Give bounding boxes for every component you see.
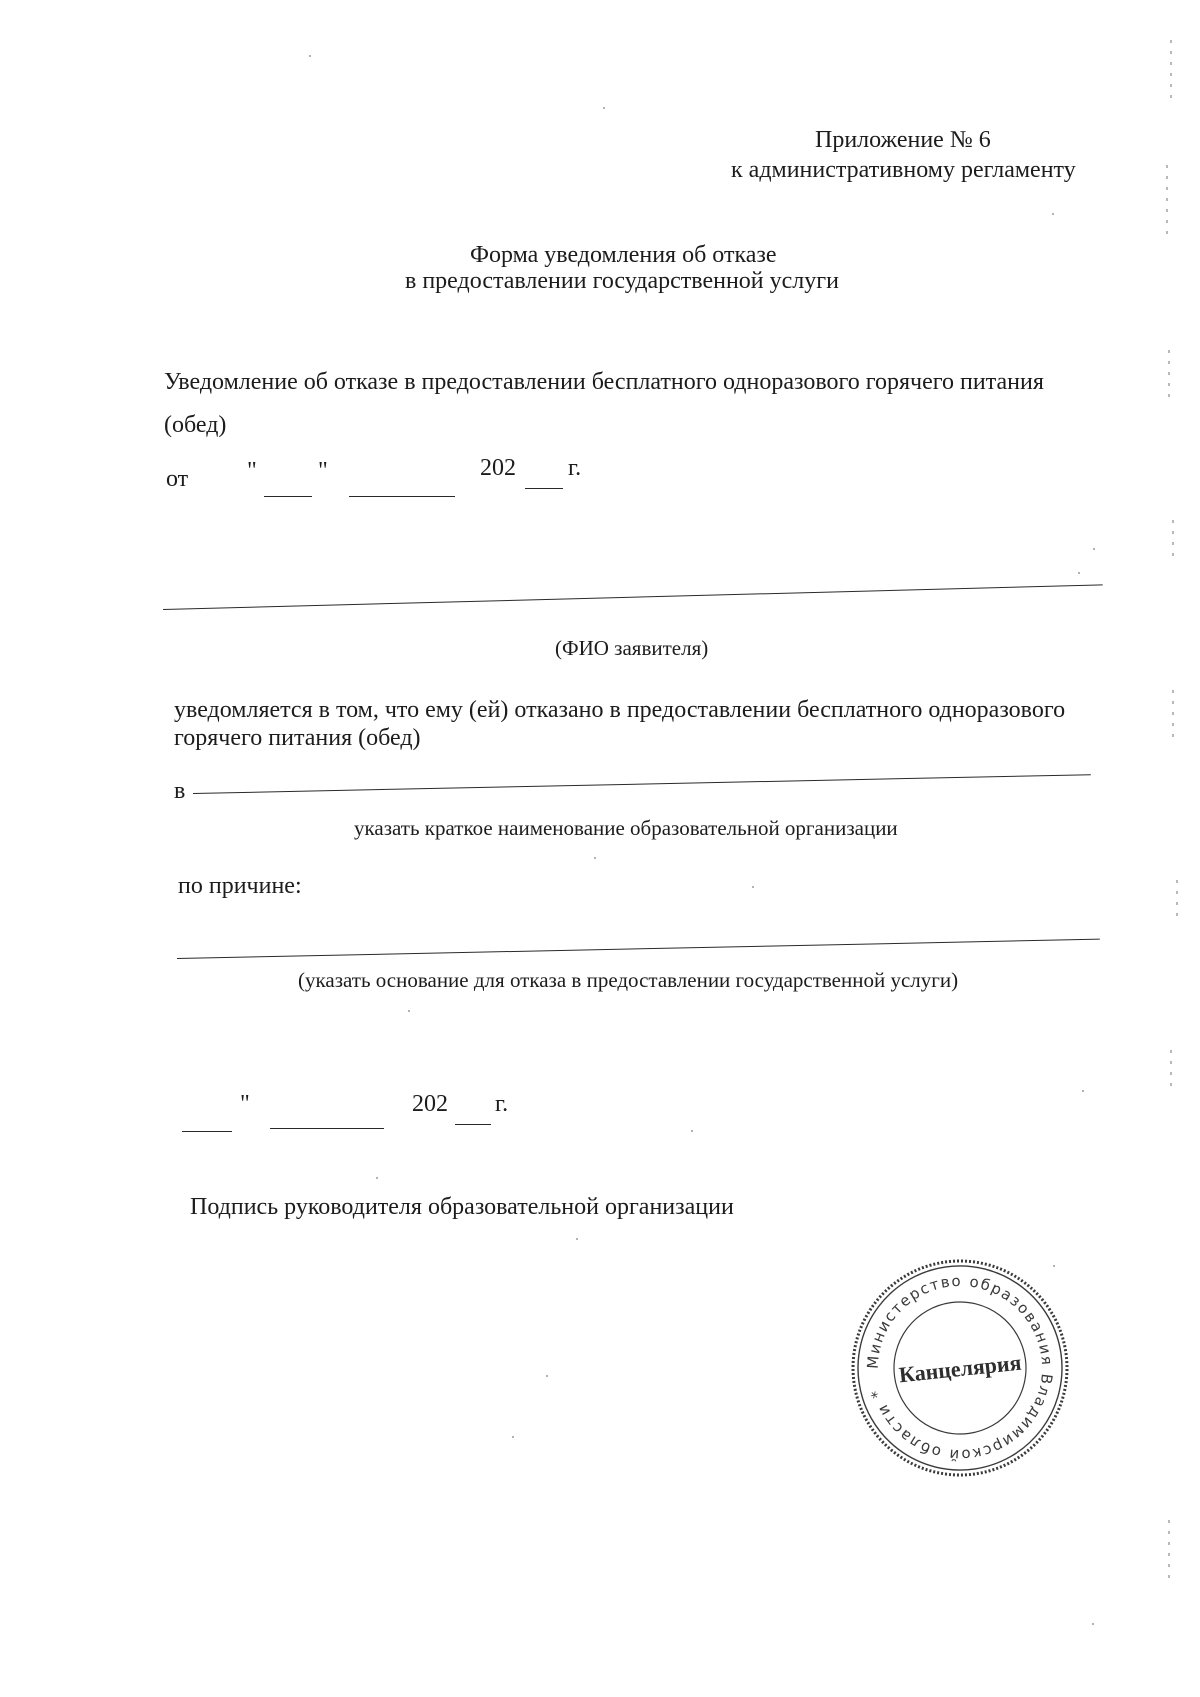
scan-speck (752, 886, 754, 888)
date-month-blank (349, 496, 455, 497)
scan-edge-mark (1176, 880, 1178, 920)
scan-edge-mark (1172, 520, 1174, 560)
org-prefix: в (174, 778, 186, 804)
scan-edge-mark (1170, 40, 1172, 100)
reason-label: по причине: (178, 873, 302, 899)
org-name-line (193, 774, 1091, 794)
applicant-caption: (ФИО заявителя) (555, 636, 709, 660)
scan-speck (408, 1010, 410, 1012)
regulation-reference: к административному регламенту (731, 157, 1076, 183)
form-title-line1: Форма уведомления об отказе (470, 242, 777, 268)
date2-quote: " (240, 1091, 250, 1117)
scan-speck (1093, 548, 1095, 550)
scan-speck (1052, 213, 1054, 215)
org-caption: указать краткое наименование образовательной организации (354, 816, 898, 840)
date-quote-open: " (247, 458, 257, 484)
scan-speck (309, 55, 311, 57)
appendix-number: Приложение № 6 (815, 127, 991, 153)
date-suffix: г. (568, 455, 582, 481)
date-quote-close: " (318, 458, 328, 484)
stamp-ring-text: Министерство образования Владимирской области * (863, 1271, 1057, 1465)
date2-year-blank (455, 1124, 491, 1125)
scan-speck (546, 1375, 548, 1377)
scan-speck (376, 1177, 378, 1179)
stamp-seal (848, 1256, 1072, 1480)
notice-line1: Уведомление об отказе в предоставлении бесплатного одноразового горячего питания (164, 369, 1044, 395)
reason-line (177, 939, 1100, 959)
date2-month-blank (270, 1128, 384, 1129)
scan-edge-mark (1166, 165, 1168, 235)
date2-day-blank (182, 1131, 232, 1132)
scan-speck (603, 107, 605, 109)
notified-line1: уведомляется в том, что ему (ей) отказано в предоставлении бесплатного одноразового (174, 697, 1066, 723)
scan-speck (1082, 1090, 1084, 1092)
office-stamp (848, 1256, 1072, 1480)
form-title-line2: в предоставлении государственной услуги (405, 268, 839, 294)
applicant-name-line (163, 584, 1103, 610)
scan-edge-mark (1170, 1050, 1172, 1090)
date2-year: 202 (412, 1091, 448, 1117)
scan-speck (594, 857, 596, 859)
date-year: 202 (480, 455, 516, 481)
scan-speck (691, 1130, 693, 1132)
notified-line2: горячего питания (обед) (174, 725, 421, 751)
scan-edge-mark (1172, 690, 1174, 740)
scan-speck (512, 1436, 514, 1438)
scan-edge-mark (1168, 350, 1170, 400)
date-day-blank (264, 496, 312, 497)
notice-line2: (обед) (164, 412, 227, 438)
scan-speck (1078, 572, 1080, 574)
scan-edge-mark (1168, 1520, 1170, 1580)
date-prefix: от (166, 466, 189, 492)
signature-label: Подпись руководителя образовательной организации (190, 1194, 734, 1220)
date2-suffix: г. (495, 1091, 509, 1117)
stamp-center-text: Канцелярия (897, 1349, 1023, 1388)
scan-speck (576, 1238, 578, 1240)
date-year-blank (525, 488, 563, 489)
scan-speck (1053, 1265, 1055, 1267)
reason-caption: (указать основание для отказа в предоставлении государственной услуги) (298, 968, 959, 992)
scan-speck (1092, 1623, 1094, 1625)
